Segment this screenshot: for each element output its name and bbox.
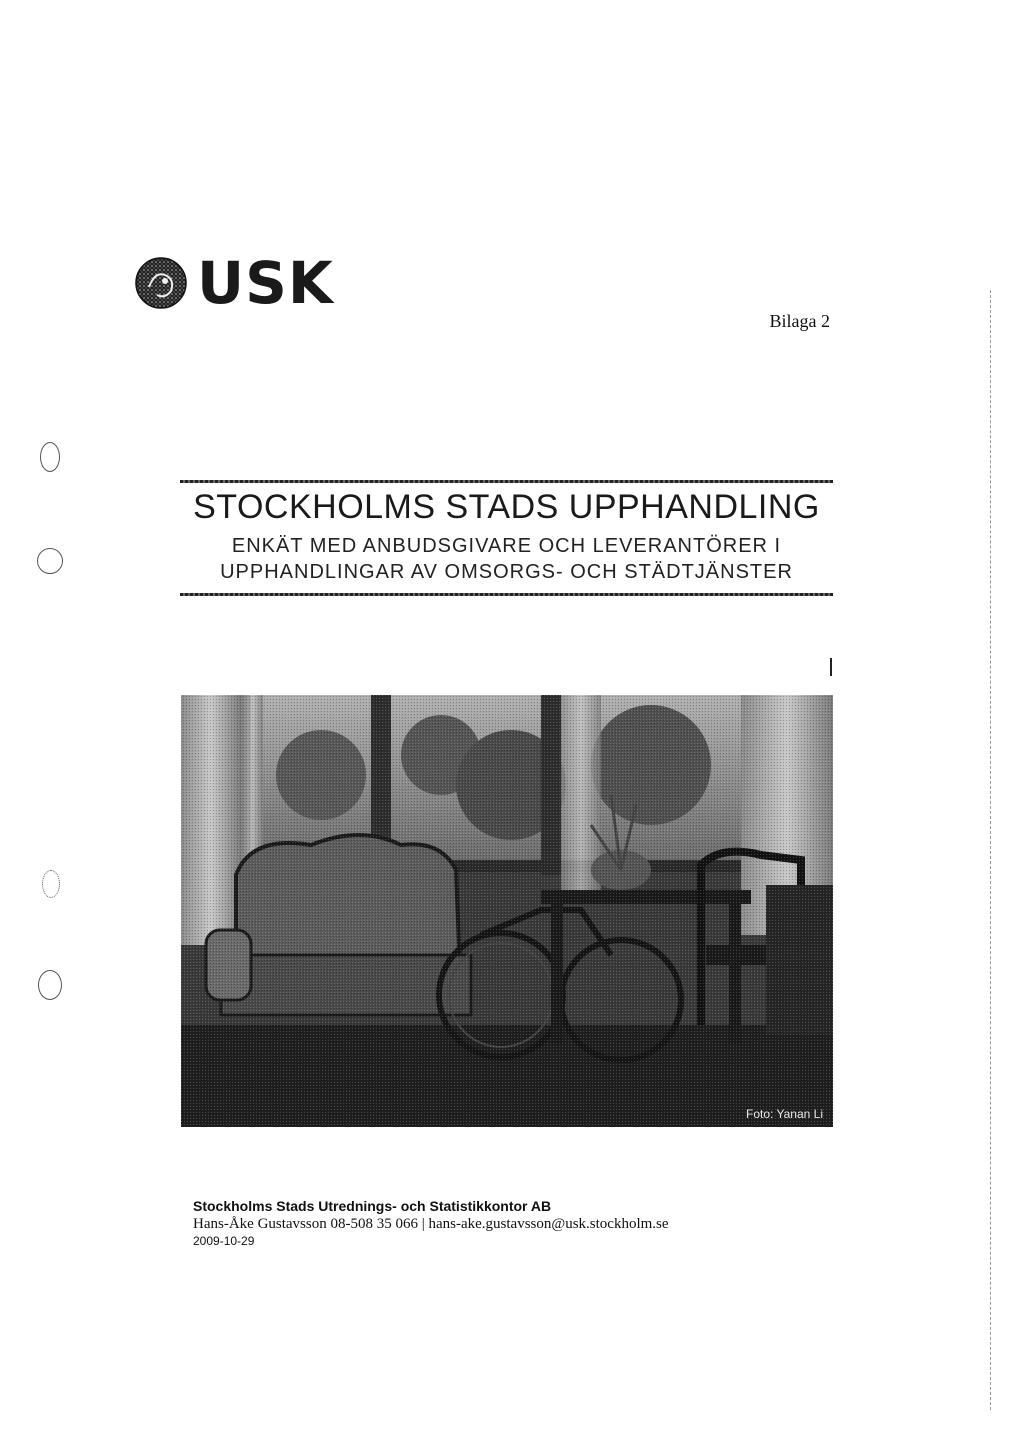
binder-hole-4 xyxy=(38,970,62,1000)
usk-emblem-icon xyxy=(135,257,187,309)
usk-logo xyxy=(135,243,334,323)
logo-text: USK xyxy=(197,249,334,317)
cover-photo xyxy=(181,695,833,1127)
document-date: 2009-10-29 xyxy=(193,1234,255,1248)
title-rule-bottom xyxy=(180,593,833,596)
appendix-label: Bilaga 2 xyxy=(769,311,830,331)
organization-name: Stockholms Stads Utrednings- och Statistikkontor AB xyxy=(193,1198,552,1214)
margin-mark xyxy=(830,658,832,676)
binder-hole-1 xyxy=(40,442,60,472)
contact-line: Hans-Åke Gustavsson 08-508 35 066 | hans-ake.gustavsson@usk.stockholm.se xyxy=(193,1216,669,1232)
binder-hole-3 xyxy=(42,870,60,898)
subtitle-line-1: ENKÄT MED ANBUDSGIVARE OCH LEVERANTÖRER I xyxy=(231,535,782,557)
title-rule-top xyxy=(180,480,833,483)
interior-scene-image xyxy=(181,695,833,1127)
document-title: STOCKHOLMS STADS UPPHANDLING xyxy=(193,488,820,526)
page-edge xyxy=(990,290,991,1410)
photo-credit: Foto: Yanan Li xyxy=(746,1107,823,1121)
binder-hole-2 xyxy=(37,548,63,574)
subtitle-line-2: UPPHANDLINGAR AV OMSORGS- OCH STÄDTJÄNSTER xyxy=(220,561,793,583)
